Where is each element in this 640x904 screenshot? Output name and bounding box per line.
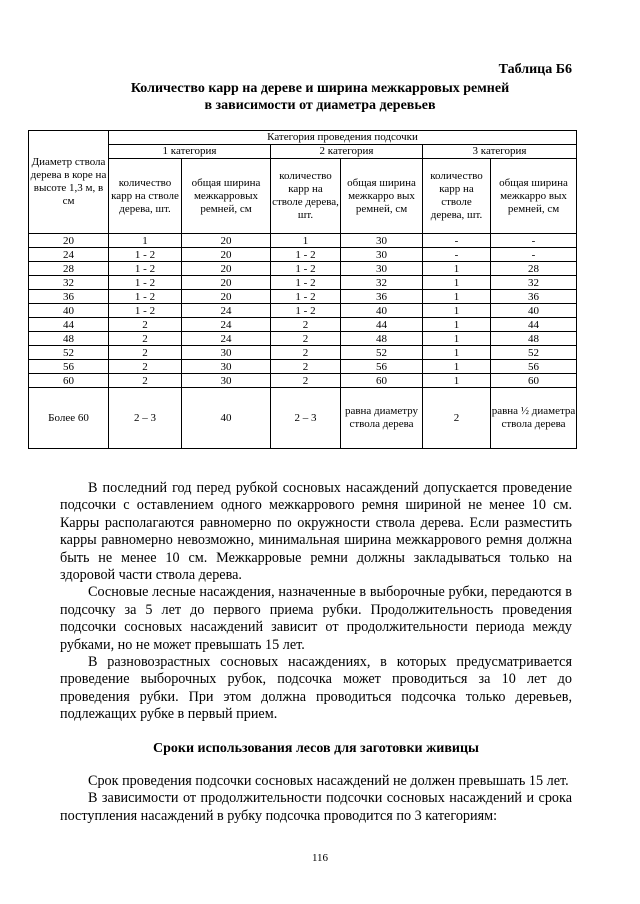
header-diameter: Диаметр ствола дерева в коре на высоте 1,3 м, в см [29, 131, 109, 234]
table-cell: 2 [423, 388, 491, 449]
table-cell: 2 [271, 360, 341, 374]
table-cell: 56 [491, 360, 577, 374]
data-table [28, 130, 577, 449]
table-cell: 52 [341, 346, 423, 360]
table-cell: 2 [109, 374, 182, 388]
table-cell: 30 [341, 248, 423, 262]
table-cell: 1 [423, 374, 491, 388]
header-cat3-count: количество карр на стволе дерева, шт. [423, 159, 491, 234]
table-title [60, 80, 580, 114]
table-cell: 1 - 2 [271, 248, 341, 262]
table-cell: 2 [271, 346, 341, 360]
table-cell: 48 [341, 332, 423, 346]
table-cell: 30 [182, 346, 271, 360]
table-cell: 1 - 2 [271, 276, 341, 290]
body-text-2 [60, 773, 572, 825]
table-cell: равна ½ диаметра ствола дерева [491, 388, 577, 449]
table-cell: 1 [271, 234, 341, 248]
table-cell: 1 [423, 332, 491, 346]
table-cell: равна диаметру ствола дерева [341, 388, 423, 449]
header-category: Категория проведения подсочки [109, 131, 577, 145]
table-cell: 20 [182, 290, 271, 304]
paragraph: В разновозрастных сосновых насаждениях, в которых предусматривается проведение выборочных рубок, подсочка может проводиться за 10 лет до проведения рубки. При этом должна проводиться подсочка только деревьев, подлежащих рубке в первый прием. [60, 654, 572, 723]
table-cell: 32 [491, 276, 577, 290]
header-cat1-width: общая ширина межкарровых ремней, см [182, 159, 271, 234]
table-row [29, 332, 577, 346]
table-title-line-2: в зависимости от диаметра деревьев [204, 98, 436, 113]
table-cell: 1 - 2 [271, 304, 341, 318]
table-cell: 36 [29, 290, 109, 304]
table-cell: 24 [29, 248, 109, 262]
table-row [29, 360, 577, 374]
table-title-line-1: Количество карр на дереве и ширина межкарровых ремней [130, 81, 510, 96]
table-cell: 30 [341, 234, 423, 248]
table-cell: 24 [182, 318, 271, 332]
table-cell: 28 [29, 262, 109, 276]
table-cell: 24 [182, 304, 271, 318]
header-cat1-count: количество карр на стволе дерева, шт. [109, 159, 182, 234]
table-cell: - [423, 234, 491, 248]
table-cell: 60 [29, 374, 109, 388]
table-row [29, 262, 577, 276]
table-cell: 2 [109, 346, 182, 360]
table-cell: 1 [423, 318, 491, 332]
page-number: 116 [311, 852, 329, 864]
table-row [29, 276, 577, 290]
table-cell: 2 [109, 318, 182, 332]
body-text [60, 480, 572, 724]
table-cell: 36 [491, 290, 577, 304]
table-cell: 44 [491, 318, 577, 332]
table-cell: 2 – 3 [271, 388, 341, 449]
table-cell: 36 [341, 290, 423, 304]
table-row [29, 304, 577, 318]
paragraph: Сосновые лесные насаждения, назначенные в выборочные рубки, передаются в подсочку за 5 лет до первого приема рубки. Продолжительность проведения подсочки сосновых насаждений зависит от продолжительности периода между рубками, но не может превышать 15 лет. [60, 584, 572, 653]
table-cell: 2 [271, 374, 341, 388]
table-cell: 20 [182, 234, 271, 248]
table-cell: 32 [341, 276, 423, 290]
table-cell: 2 [271, 332, 341, 346]
table-cell: 44 [341, 318, 423, 332]
table-cell: 20 [182, 262, 271, 276]
table-cell: 1 [423, 346, 491, 360]
table-cell: 56 [29, 360, 109, 374]
paragraph: В последний год перед рубкой сосновых насаждений допускается проведение подсочки с оставлением одного межкаррового ремня шириной не менее 10 см. Карры располагаются равномерно по окружности ствола дерева. Если разместить карры равномерно невозможно, минимальная ширина межкаррового ремня должна быть не менее 10 см. Межкарровые ремни должны закладываться только на здоровой части ствола дерева. [60, 480, 572, 584]
table-cell: 32 [29, 276, 109, 290]
header-cat2-width: общая ширина межкарро вых ремней, см [341, 159, 423, 234]
table-cell: 1 - 2 [109, 248, 182, 262]
table-row [29, 290, 577, 304]
table-cell: 48 [29, 332, 109, 346]
table-cell: 1 [423, 262, 491, 276]
table-cell: 20 [182, 276, 271, 290]
table-cell: 1 [423, 290, 491, 304]
table-cell: 30 [341, 262, 423, 276]
table-cell: 40 [341, 304, 423, 318]
table-cell: 1 - 2 [271, 262, 341, 276]
table-row [29, 248, 577, 262]
table-cell: 2 – 3 [109, 388, 182, 449]
table-cell: 1 - 2 [109, 262, 182, 276]
table-cell: 1 - 2 [109, 304, 182, 318]
table-cell: 24 [182, 332, 271, 346]
table-row [29, 374, 577, 388]
section-heading: Сроки использования лесов для заготовки живицы [153, 741, 479, 756]
table-cell: 1 [423, 304, 491, 318]
table-cell: 2 [109, 332, 182, 346]
table-row [29, 346, 577, 360]
table-row [29, 318, 577, 332]
table-cell: 30 [182, 374, 271, 388]
header-cat3: 3 категория [423, 145, 577, 159]
table-cell: - [491, 248, 577, 262]
table-cell: 52 [491, 346, 577, 360]
table-cell: 30 [182, 360, 271, 374]
table-cell: 1 - 2 [109, 276, 182, 290]
table-cell: 40 [29, 304, 109, 318]
table-cell: 1 [423, 276, 491, 290]
paragraph: В зависимости от продолжительности подсочки сосновых насаждений и срока поступления насаждений в рубку подсочка проводится по 3 категориям: [60, 790, 572, 824]
table-row [29, 234, 577, 248]
table-cell: 40 [491, 304, 577, 318]
table-cell: 48 [491, 332, 577, 346]
table-cell: 2 [271, 318, 341, 332]
header-cat3-width: общая ширина межкарро вых ремней, см [491, 159, 577, 234]
table-cell: 40 [182, 388, 271, 449]
table-cell: 1 [109, 234, 182, 248]
header-cat1: 1 категория [109, 145, 271, 159]
table-cell: 44 [29, 318, 109, 332]
table-cell: 20 [182, 248, 271, 262]
table-cell: 28 [491, 262, 577, 276]
table-cell: 2 [109, 360, 182, 374]
table-cell: - [491, 234, 577, 248]
table-label: Таблица Б6 [498, 62, 572, 77]
paragraph: Срок проведения подсочки сосновых насаждений не должен превышать 15 лет. [88, 773, 569, 789]
table-cell: 1 [423, 360, 491, 374]
table-cell: - [423, 248, 491, 262]
table-cell: 20 [29, 234, 109, 248]
table-cell: 60 [491, 374, 577, 388]
table-cell: 52 [29, 346, 109, 360]
table-cell: Более 60 [29, 388, 109, 449]
header-cat2-count: количество карр на стволе дерева, шт. [271, 159, 341, 234]
table-row [29, 388, 577, 449]
header-cat2: 2 категория [271, 145, 423, 159]
table-cell: 1 - 2 [271, 290, 341, 304]
table-cell: 56 [341, 360, 423, 374]
table-cell: 60 [341, 374, 423, 388]
table-cell: 1 - 2 [109, 290, 182, 304]
